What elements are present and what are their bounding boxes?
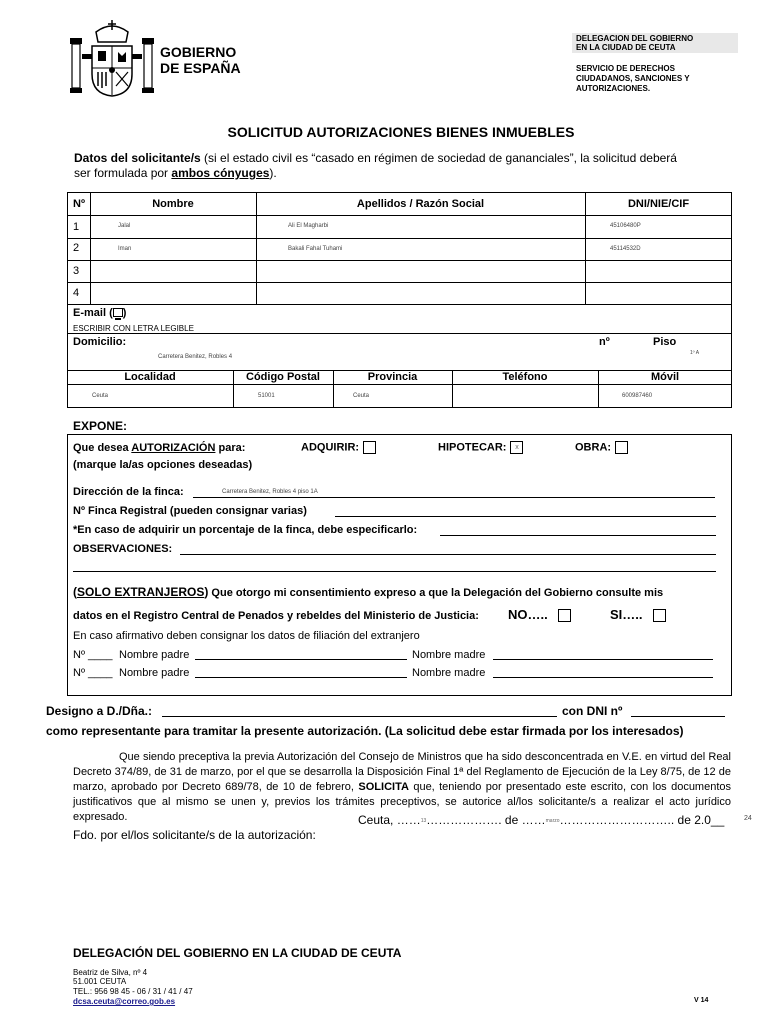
col-header-dni: DNI/NIE/CIF [627,198,690,210]
row2-dni[interactable]: 45114532D [610,246,641,252]
expone-label: EXPONE: [73,419,128,433]
designo-dni-label: con DNI nº [562,704,623,718]
address-value-localidad[interactable]: Ceuta [92,393,109,399]
footer-addr2: 51.001 CEUTA [73,977,127,986]
date-year-value[interactable]: 24 [744,815,752,822]
body-text2: que, teniendo por presentado este escrito, con los documentos justificativos que al mismo se unen y, previos los trámites preceptivos, se autorice al/los solicitante/s a realizar el acto jurídico expresado. [73,781,732,823]
version-label: V 14 [694,997,709,1004]
date-mid2: ……………………….. de 2.0__ [559,813,725,827]
address-header-movil: Móvil [650,371,680,383]
intro-text2: ser formulada por [74,166,172,180]
intro-text3: ). [269,166,277,180]
email-label-text: E-mail ( [73,307,113,319]
footer-tel: TEL.: 956 98 45 - 06 / 31 / 41 / 47 [73,987,193,996]
office-line1: DELEGACION DEL GOBIERNO [576,34,694,43]
date-line [358,813,724,827]
porcentaje-line[interactable] [440,524,716,536]
page-title: SOLICITUD AUTORIZACIONES BIENES INMUEBLES [227,124,575,140]
filiacion2-padre-line[interactable] [195,667,407,678]
solicita-text: SOLICITA [358,781,409,793]
que-desea-text: Que desea [73,442,132,454]
row2-nombre[interactable]: Iman [118,246,132,252]
address-header-telefono: Teléfono [502,371,548,383]
filiacion-row1 [73,649,723,665]
domicilio-no-label: nº [599,336,610,348]
service-line2: CIUDADANOS, SANCIONES Y [576,74,690,83]
filiacion2-madre-line[interactable] [493,667,713,678]
service-line3: AUTORIZACIONES. [576,84,651,93]
row2-apellidos[interactable]: Bakali Fahal Tuhami [288,246,343,252]
consent-line1 [73,585,727,599]
no-checkbox[interactable] [558,609,571,622]
obra-option [575,441,628,454]
filiacion1-madre-line[interactable] [493,649,713,660]
filiacion-row2 [73,667,723,683]
designo-dni-line[interactable] [631,704,725,717]
obra-checkbox[interactable] [615,441,628,454]
gov-name-line1: GOBIERNO [160,44,237,60]
row1-apellidos[interactable]: Ali El Magharbi [288,223,329,229]
date-mid1: ………………. de …… [426,813,546,827]
solo-extranjeros: SOLO EXTRANJEROS [77,585,205,599]
adquirir-checkbox[interactable] [363,441,376,454]
date-month[interactable]: marzo [545,817,560,824]
intro-text1: (si el estado civil es “casado en régimen de sociedad de gananciales”, la solicitud deberá [200,151,677,165]
row1-dni[interactable]: 45106480P [610,223,641,229]
designo-label: Designo a D./Dña.: [46,704,153,718]
domicilio-value[interactable]: Carretera Benitez, Robles 4 [158,354,233,360]
si-checkbox[interactable] [653,609,666,622]
col-header-apellidos: Apellidos / Razón Social [356,198,485,210]
si-label: SI….. [610,607,643,622]
email-note: ESCRIBIR CON LETRA LEGIBLE [73,324,194,333]
address-header-localidad: Localidad [124,371,176,383]
footer-email-link[interactable]: dcsa.ceuta@correo.gob.es [73,997,176,1006]
adquirir-label: ADQUIRIR: [301,441,360,454]
footer-addr1: Beatriz de Silva, nº 4 [73,968,148,977]
filiacion1-padre-label: Nombre padre [119,649,190,661]
porcentaje-label: *En caso de adquirir un porcentaje de la finca, debe especificarlo: [73,524,418,536]
si-option [610,607,666,622]
email-label [73,307,126,319]
no-option [508,607,571,622]
date-day[interactable]: 13 [420,817,427,824]
fdo-label: Fdo. por el/los solicitante/s de la autorización: [73,828,316,842]
office-line2: EN LA CIUDAD DE CEUTA [576,43,676,52]
caso-afirmativo: En caso afirmativo deben consignar los datos de filiación del extranjero [73,630,420,642]
coat-of-arms-logo [68,18,156,98]
paren-open: ( [73,585,77,599]
obra-label: OBRA: [575,441,612,454]
gov-name-line2: DE ESPAÑA [160,60,241,76]
intro-bold: Datos del solicitante/s [74,151,201,165]
piso-value[interactable]: 1º A [690,350,700,356]
filiacion2-no: Nº ____ [73,667,113,679]
para-text: para: [215,442,246,454]
row2-n: 2 [73,242,80,254]
finca-label: Nº Finca Registral (pueden consignar varias) [73,505,307,517]
domicilio-label: Domicilio: [73,336,127,348]
designo-line2: como representante para tramitar la presente autorización. (La solicitud debe estar firmada por los interesados) [46,724,684,738]
filiacion2-padre-label: Nombre padre [119,667,190,679]
address-value-movil[interactable]: 600987460 [622,393,653,399]
observaciones-line2[interactable] [73,560,716,572]
finca-line[interactable] [335,505,716,517]
no-label: NO….. [508,607,548,622]
marque-note: (marque la/as opciones deseadas) [73,459,253,471]
body-text1: Que siendo preceptiva la previa Autorización del Consejo de Ministros que ha sido desconcentrada en V.E. en virtud del Real Decreto 374/89, de 31 de marzo, por el que se desarrolla la Disposición Final 1ª del Reglamento de Ejecución de la Ley 8/75, de 12 de marzo, aprobado por Decreto 689/78, de 10 de febrero, [73,751,731,793]
row3-n: 3 [73,265,80,277]
email-label-close: ) [122,307,127,319]
col-header-nombre: Nombre [152,198,194,210]
observaciones-label: OBSERVACIONES: [73,543,173,555]
direccion-label: Dirección de la finca: [73,486,184,498]
filiacion1-padre-line[interactable] [195,649,407,660]
col-header-n: Nº [73,198,85,210]
date-ceuta: Ceuta, …… [358,813,421,827]
address-header-cp: Código Postal [246,371,320,383]
observaciones-line1[interactable] [180,543,716,555]
adquirir-option [301,441,376,454]
que-desea [73,442,245,454]
row1-n: 1 [73,221,80,233]
consent-text1: Que otorgo mi consentimiento expreso a que la Delegación del Gobierno consulte mis [208,587,664,599]
piso-label: Piso [653,336,677,348]
filiacion1-madre-label: Nombre madre [412,649,486,661]
row4-n: 4 [73,287,80,299]
consent-line2: datos en el Registro Central de Penados y rebeldes del Ministerio de Justicia: [73,610,479,622]
designo-name-line[interactable] [162,704,557,717]
hipotecar-checkbox[interactable]: x [510,441,523,454]
footer-title: DELEGACIÓN DEL GOBIERNO EN LA CIUDAD DE CEUTA [73,946,402,960]
direccion-value: Carretera Benitez, Robles 4 piso 1A [222,489,318,495]
hipotecar-option [438,441,523,454]
address-value-cp[interactable]: 51001 [258,393,275,399]
intro-text [74,151,734,181]
address-value-provincia[interactable]: Ceuta [353,393,370,399]
filiacion1-no: Nº ____ [73,649,113,661]
computer-icon [113,308,123,317]
intro-bold2: ambos cónyuges [171,166,270,180]
paren-close: ) [204,585,209,599]
service-line1: SERVICIO DE DERECHOS [576,64,675,73]
row1-nombre[interactable]: Jalal [118,223,131,229]
hipotecar-label: HIPOTECAR: [438,441,507,454]
filiacion2-madre-label: Nombre madre [412,667,486,679]
autorizacion-text: AUTORIZACIÓN [131,442,216,454]
address-header-provincia: Provincia [367,371,418,383]
